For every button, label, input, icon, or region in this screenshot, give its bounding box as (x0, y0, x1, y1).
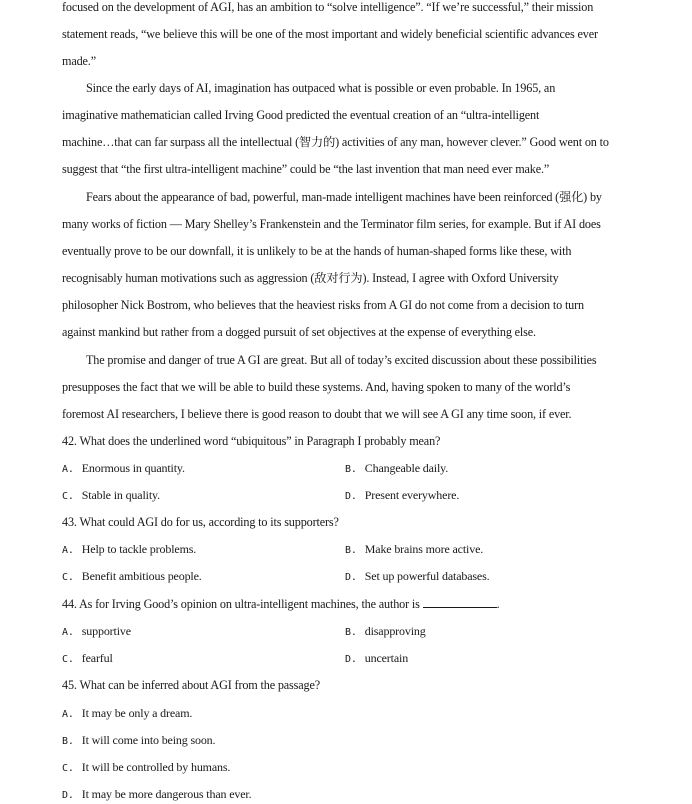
option-letter: D. (62, 790, 74, 801)
option-text: It may be only a dream. (81, 706, 193, 720)
question-stem: 42. What does the underlined word “ubiquitous” in Paragraph I probably mean? (62, 434, 441, 448)
passage-line: suggest that “the first ultra-intelligent machine” could be “the last invention that man need ever make.” (62, 162, 550, 176)
option-text: Set up powerful databases. (364, 569, 490, 583)
passage-line: recognisably human motivations such as aggression (敌对行为). Instead, I agree with Oxford University (62, 271, 559, 285)
option-letter: C. (62, 763, 74, 774)
answer-option[interactable] (62, 623, 131, 641)
passage-line: made.” (62, 54, 96, 68)
answer-option[interactable] (62, 732, 215, 750)
passage-line: Fears about the appearance of bad, powerful, man-made intelligent machines have been reinforced (强化) by (86, 190, 602, 204)
question-stem: 43. What could AGI do for us, according to its supporters? (62, 515, 339, 529)
option-text: Present everywhere. (364, 488, 460, 502)
option-text: Stable in quality. (81, 488, 160, 502)
option-text: supportive (81, 624, 131, 638)
option-text: It may be more dangerous than ever. (81, 787, 252, 801)
option-letter: B. (345, 627, 357, 638)
option-text: Make brains more active. (364, 542, 484, 556)
option-letter: C. (62, 572, 74, 583)
passage-line: The promise and danger of true A GI are great. But all of today’s excited discussion about these possibilities (86, 353, 597, 367)
option-text: Changeable daily. (364, 461, 449, 475)
passage-line: statement reads, “we believe this will be one of the most important and widely beneficial scientific advances ever (62, 27, 598, 41)
passage-line: machine…that can far surpass all the intellectual (智力的) activities of any man, however clever.” Good went on to (62, 135, 609, 149)
option-text: Benefit ambitious people. (81, 569, 202, 583)
answer-option[interactable] (62, 487, 160, 505)
answer-option[interactable] (345, 460, 448, 478)
option-letter: B. (345, 464, 357, 475)
option-text: disapproving (364, 624, 426, 638)
answer-option[interactable] (62, 460, 185, 478)
question-stem-end: . (496, 597, 500, 611)
option-text: Help to tackle problems. (81, 542, 197, 556)
option-text: It will be controlled by humans. (81, 760, 231, 774)
option-letter: A. (62, 709, 74, 720)
option-letter: D. (345, 572, 357, 583)
answer-option[interactable] (345, 487, 459, 505)
answer-option[interactable] (62, 568, 202, 586)
answer-option[interactable] (62, 705, 192, 723)
option-text: Enormous in quantity. (81, 461, 185, 475)
answer-option[interactable] (345, 541, 483, 559)
option-text: uncertain (364, 651, 409, 665)
passage-line: imaginative mathematician called Irving Good predicted the eventual creation of an “ultra-intelligent (62, 108, 540, 122)
option-letter: A. (62, 545, 74, 556)
option-letter: D. (345, 654, 357, 665)
question-stem-text: 44. As for Irving Good’s opinion on ultra-intelligent machines, the author is (62, 597, 420, 611)
option-text: fearful (81, 651, 113, 665)
answer-blank[interactable] (423, 596, 497, 608)
question-stem: 45. What can be inferred about AGI from the passage? (62, 678, 320, 692)
option-letter: C. (62, 491, 74, 502)
answer-option[interactable] (62, 786, 251, 804)
question-stem (62, 596, 682, 612)
option-letter: B. (345, 545, 357, 556)
answer-option[interactable] (345, 623, 426, 641)
passage-line: presupposes the fact that we will be able to build these systems. And, having spoken to many of the world’s (62, 380, 571, 394)
passage-line: against mankind but rather from a dogged pursuit of set objectives at the expense of everything else. (62, 325, 536, 339)
option-letter: A. (62, 627, 74, 638)
answer-option[interactable] (62, 541, 196, 559)
option-letter: A. (62, 464, 74, 475)
answer-option[interactable] (345, 568, 489, 586)
option-letter: B. (62, 736, 74, 747)
passage-line: eventually prove to be our downfall, it is unlikely to be at the hands of human-shaped forms like these, with (62, 244, 572, 258)
answer-option[interactable] (345, 650, 408, 668)
passage-line: foremost AI researchers, I believe there is good reason to doubt that we will see A GI any time soon, if ever. (62, 407, 572, 421)
answer-option[interactable] (62, 650, 113, 668)
passage-line: Since the early days of AI, imagination has outpaced what is possible or even probable. In 1965, an (86, 81, 556, 95)
answer-option[interactable] (62, 759, 230, 777)
passage-line: philosopher Nick Bostrom, who believes that the heaviest risks from A GI do not come from a decision to turn (62, 298, 584, 312)
option-text: It will come into being soon. (81, 733, 216, 747)
option-letter: D. (345, 491, 357, 502)
passage-line: focused on the development of AGI, has an ambition to “solve intelligence”. “If we’re successful,” their mission (62, 0, 594, 14)
option-letter: C. (62, 654, 74, 665)
passage-line: many works of fiction — Mary Shelley’s Frankenstein and the Terminator film series, for example. But if AI does (62, 217, 601, 231)
